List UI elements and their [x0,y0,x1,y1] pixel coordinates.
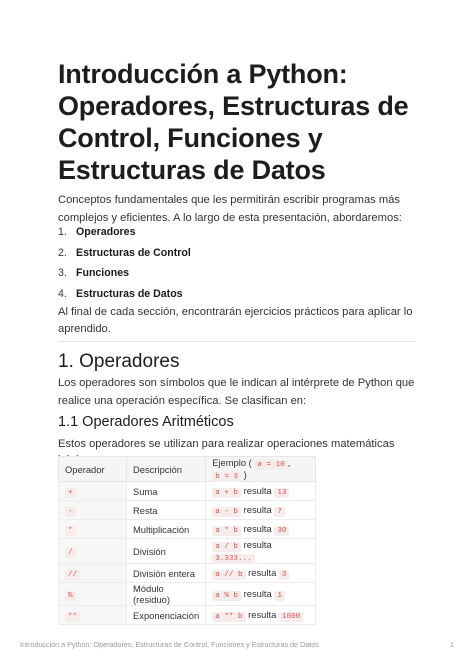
page-footer [20,640,454,649]
operator-description: Módulo (residuo) [127,583,206,606]
operator-example: a - b resulta 7 [206,501,316,520]
table-row [59,520,316,539]
page-number: 1 [450,640,454,649]
operator-description: Suma [127,482,206,501]
header-descripcion: Descripción [127,457,206,482]
table-row [59,583,316,606]
subsection-heading-aritmeticos: 1.1 Operadores Aritméticos [58,414,234,430]
table-row [59,606,316,625]
operator-code: // [65,570,80,580]
footer-title: Introducción a Python: Operadores, Estructuras de Control, Funciones y Estructuras de Datos [20,640,319,649]
operator-description: Multiplicación [127,520,206,539]
header-ejemplo: Ejemplo ( a = 10 , b = 3 ) [206,457,316,482]
table-row [59,501,316,520]
operator-code: - [65,507,76,517]
table-of-contents [58,226,191,308]
subsection-paragraph: Estos operadores se utilizan para realizar operaciones matemáticas [58,438,395,450]
header-operador: Operador [59,457,127,482]
operator-description: Exponenciación [127,606,206,625]
document-title: Introducción a Python: Operadores, Estructuras de Control, Funciones y Estructuras de Datos [58,59,409,185]
operator-example: a * b resulta 30 [206,520,316,539]
operator-code: % [65,591,76,601]
toc-item: 3. Funciones [58,267,129,279]
operator-example: a // b resulta 3 [206,564,316,583]
toc-item: 1. Operadores [58,226,136,238]
table-header-row [59,457,316,482]
toc-item: 2. Estructuras de Control [58,246,191,259]
outro-paragraph: Al final de cada sección, encontrarán ejercicios prácticos para aplicar lo aprendido. [58,306,413,335]
section-paragraph: Los operadores son símbolos que le indican al intérprete de Python que realice una operación específica. Se clasifican en: [58,377,415,407]
operator-code: ** [65,612,80,622]
section-heading-operadores: 1. Operadores [58,351,180,372]
operator-code: / [65,548,76,558]
table-row [59,539,316,564]
table-row [59,482,316,501]
operator-description: Resta [127,501,206,520]
section-divider [58,341,416,342]
operator-description: División [127,539,206,564]
operator-example: a ** b resulta 1000 [206,606,316,625]
intro-paragraph: Conceptos fundamentales que les permitirán escribir programas más complejos y eficientes. A lo largo de esta presentación, abordaremos: [58,194,402,224]
operator-example: a % b resulta 1 [206,583,316,606]
toc-item: 4. Estructuras de Datos [58,287,183,300]
operator-example: a + b resulta 13 [206,482,316,501]
table-row [59,564,316,583]
operator-code: + [65,488,76,498]
operator-example: a / b resulta 3.333... [206,539,316,564]
operators-table [58,456,316,625]
operator-description: División entera [127,564,206,583]
operator-code: * [65,526,76,536]
